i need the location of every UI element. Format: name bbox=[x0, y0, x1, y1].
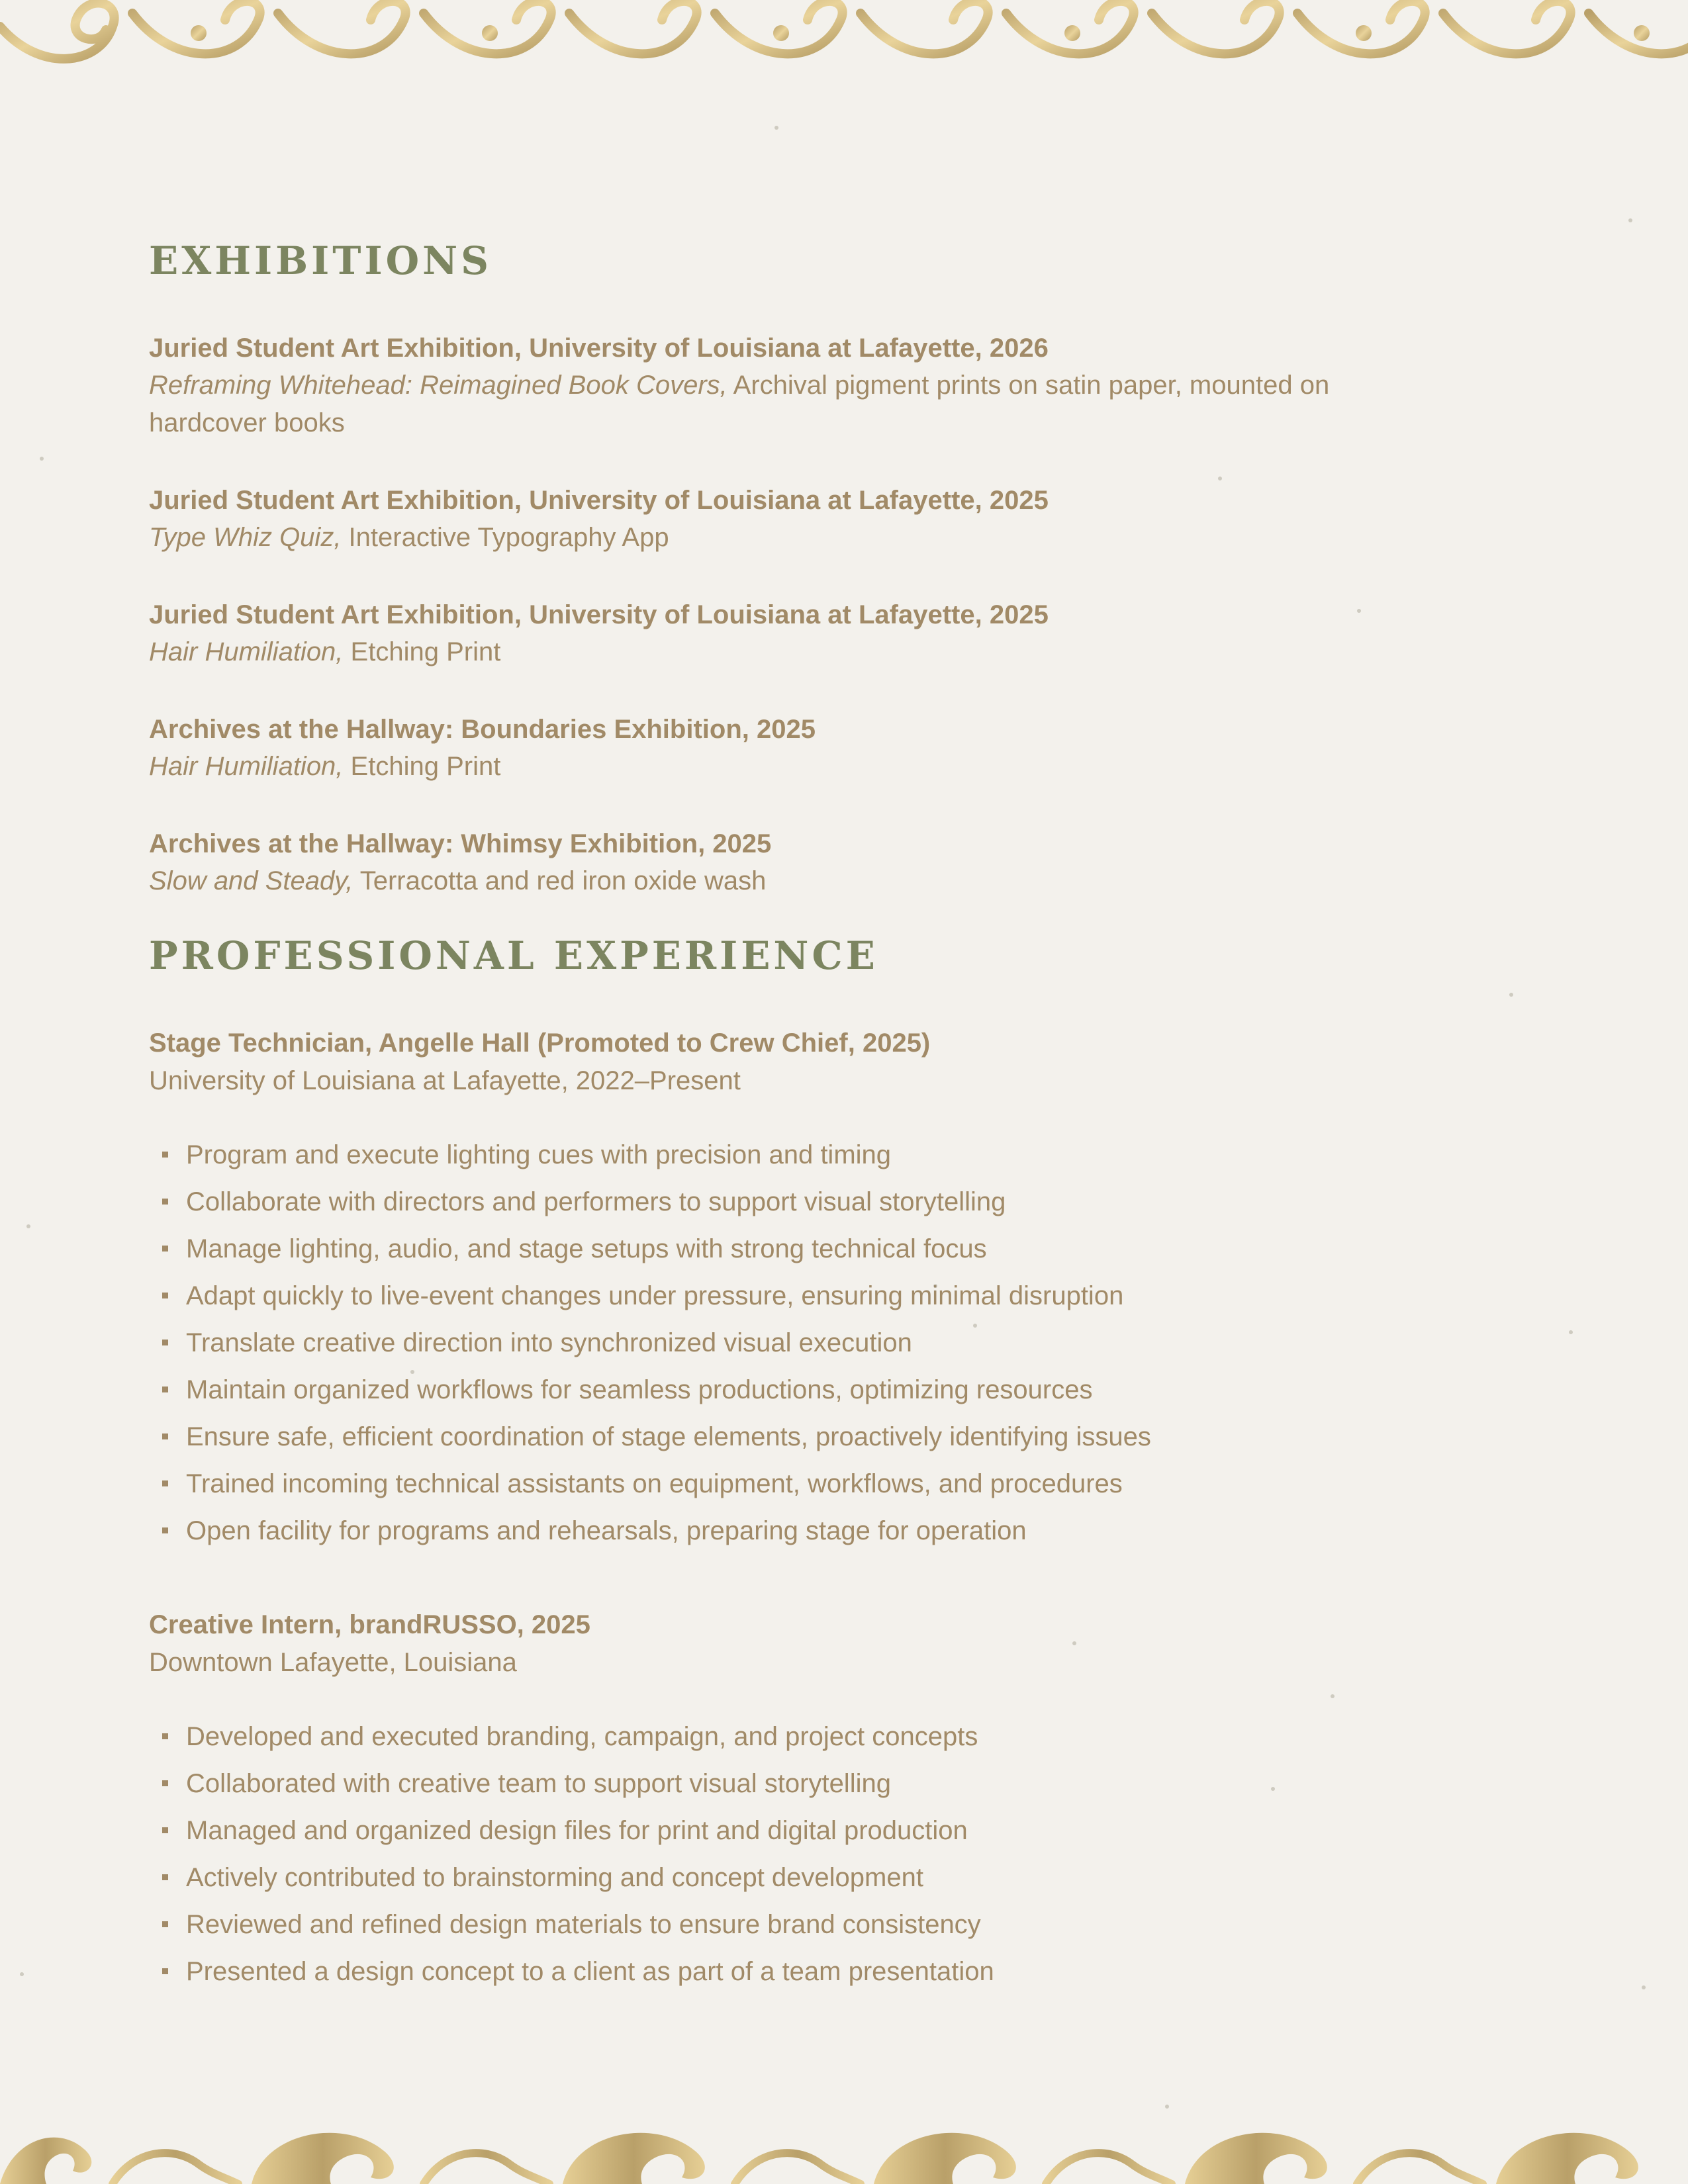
work-medium: Etching Print bbox=[343, 752, 501, 781]
work-title: Hair Humiliation, bbox=[149, 637, 344, 666]
paper-speck bbox=[1271, 1787, 1275, 1791]
bullet-icon bbox=[162, 1387, 168, 1392]
job-duties-list bbox=[149, 1713, 1407, 1995]
paper-speck bbox=[933, 1284, 937, 1288]
paper-speck bbox=[1165, 2105, 1169, 2109]
bullet-icon bbox=[162, 1827, 168, 1833]
job-entry-creative-intern bbox=[149, 1606, 1407, 1995]
list-item: Managed and organized design files for print and digital production bbox=[149, 1807, 1407, 1854]
work-medium: Archival pigment prints on satin paper, mounted on hardcover books bbox=[149, 371, 1330, 437]
list-item: Ensure safe, efficient coordination of stage elements, proactively identifying issues bbox=[149, 1414, 1407, 1461]
work-medium: Interactive Typography App bbox=[341, 523, 669, 552]
exhibition-entry bbox=[149, 825, 1407, 900]
bullet-icon bbox=[162, 1340, 168, 1345]
exhibition-entry bbox=[149, 711, 1407, 786]
list-item: Collaborate with directors and performers to support visual storytelling bbox=[149, 1179, 1407, 1226]
paper-speck bbox=[1569, 1330, 1573, 1334]
paper-speck bbox=[20, 1972, 24, 1976]
exhibition-detail bbox=[149, 748, 1407, 786]
exhibition-entry bbox=[149, 330, 1407, 442]
list-item: Developed and executed branding, campaign, and project concepts bbox=[149, 1713, 1407, 1760]
professional-experience-heading: PROFESSIONAL EXPERIENCE bbox=[149, 933, 878, 978]
work-title: Slow and Steady, bbox=[149, 866, 353, 895]
paper-speck bbox=[1509, 993, 1513, 997]
list-item: Open facility for programs and rehearsals, preparing stage for operation bbox=[149, 1508, 1407, 1555]
bullet-icon bbox=[162, 1480, 168, 1486]
bullet-icon bbox=[162, 1874, 168, 1880]
exhibitions-list bbox=[149, 330, 1407, 900]
list-item: Presented a design concept to a client as part of a team presentation bbox=[149, 1948, 1407, 1995]
work-title: Hair Humiliation, bbox=[149, 752, 344, 781]
work-medium: Etching Print bbox=[343, 637, 501, 666]
list-item: Collaborated with creative team to support visual storytelling bbox=[149, 1760, 1407, 1807]
list-item: Translate creative direction into synchronized visual execution bbox=[149, 1320, 1407, 1367]
job-title: Creative Intern, brandRUSSO, 2025 bbox=[149, 1610, 590, 1639]
list-item: Trained incoming technical assistants on equipment, workflows, and procedures bbox=[149, 1461, 1407, 1508]
gold-wave-scroll-border-icon bbox=[0, 2111, 1688, 2184]
resume-body bbox=[149, 238, 1407, 2047]
job-title: Stage Technician, Angelle Hall (Promoted to Crew Chief, 2025) bbox=[149, 1028, 931, 1058]
paper-speck bbox=[1331, 1694, 1335, 1698]
job-duties-list bbox=[149, 1132, 1407, 1555]
bullet-icon bbox=[162, 1968, 168, 1974]
bullet-icon bbox=[162, 1733, 168, 1739]
paper-speck bbox=[410, 1370, 414, 1374]
list-item: Reviewed and refined design materials to ensure brand consistency bbox=[149, 1901, 1407, 1948]
gold-flourish-border-icon bbox=[0, 0, 1688, 73]
exhibition-entry bbox=[149, 596, 1407, 671]
paper-speck bbox=[40, 457, 44, 461]
list-item: Program and execute lighting cues with precision and timing bbox=[149, 1132, 1407, 1179]
paper-speck bbox=[1218, 477, 1222, 480]
list-item: Manage lighting, audio, and stage setups with strong technical focus bbox=[149, 1226, 1407, 1273]
bullet-icon bbox=[162, 1199, 168, 1205]
exhibitions-heading: EXHIBITIONS bbox=[149, 238, 492, 283]
exhibition-title: Juried Student Art Exhibition, University of Louisiana at Lafayette, 2025 bbox=[149, 486, 1049, 515]
exhibition-title: Juried Student Art Exhibition, University of Louisiana at Lafayette, 2026 bbox=[149, 334, 1049, 363]
list-item: Adapt quickly to live-event changes under pressure, ensuring minimal disruption bbox=[149, 1273, 1407, 1320]
paper-speck bbox=[1628, 218, 1632, 222]
work-title: Reframing Whitehead: Reimagined Book Covers, bbox=[149, 371, 727, 400]
exhibition-title: Archives at the Hallway: Whimsy Exhibition, 2025 bbox=[149, 829, 772, 858]
work-title: Type Whiz Quiz, bbox=[149, 523, 342, 552]
job-subtitle: Downtown Lafayette, Louisiana bbox=[149, 1648, 517, 1677]
exhibition-entry bbox=[149, 482, 1407, 557]
bullet-icon bbox=[162, 1433, 168, 1439]
paper-speck bbox=[26, 1224, 30, 1228]
job-entry-stage-technician bbox=[149, 1024, 1407, 1555]
bullet-icon bbox=[162, 1293, 168, 1298]
bullet-icon bbox=[162, 1246, 168, 1251]
bullet-icon bbox=[162, 1780, 168, 1786]
exhibition-title: Juried Student Art Exhibition, University of Louisiana at Lafayette, 2025 bbox=[149, 600, 1049, 629]
exhibition-detail bbox=[149, 633, 1407, 671]
work-medium: Terracotta and red iron oxide wash bbox=[353, 866, 767, 895]
list-item: Maintain organized workflows for seamless productions, optimizing resources bbox=[149, 1367, 1407, 1414]
paper-speck bbox=[1642, 1985, 1646, 1989]
exhibition-detail bbox=[149, 862, 1407, 900]
list-item: Actively contributed to brainstorming and concept development bbox=[149, 1854, 1407, 1901]
paper-speck bbox=[973, 1324, 977, 1328]
exhibition-title: Archives at the Hallway: Boundaries Exhibition, 2025 bbox=[149, 715, 816, 744]
bullet-icon bbox=[162, 1527, 168, 1533]
job-subtitle: University of Louisiana at Lafayette, 2022–Present bbox=[149, 1066, 741, 1095]
bullet-icon bbox=[162, 1152, 168, 1158]
exhibition-detail bbox=[149, 367, 1407, 442]
paper-speck bbox=[1072, 1641, 1076, 1645]
paper-speck bbox=[774, 126, 778, 130]
exhibition-detail bbox=[149, 519, 1407, 557]
paper-speck bbox=[1357, 609, 1361, 613]
bullet-icon bbox=[162, 1921, 168, 1927]
